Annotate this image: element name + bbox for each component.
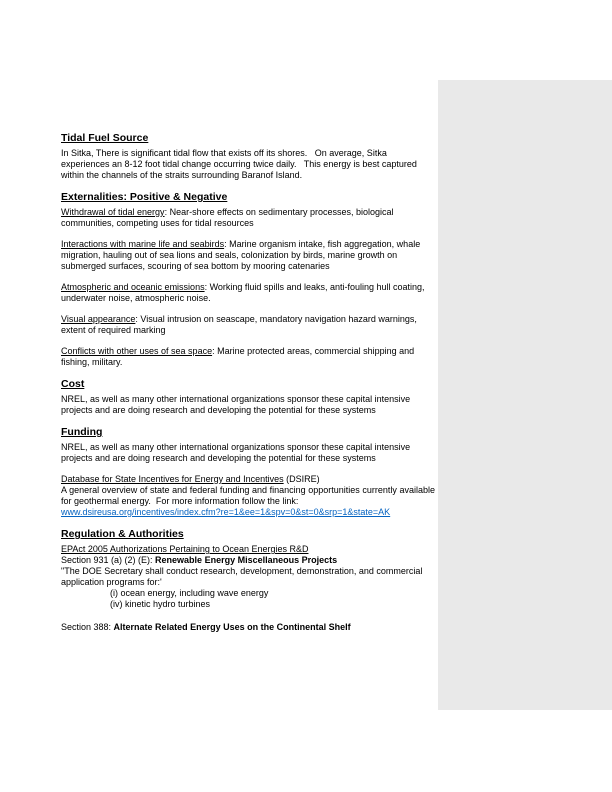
epact-subheading: EPAct 2005 Authorizations Pertaining to Ocean Energies R&D — [61, 544, 309, 554]
externality-label: Conflicts with other uses of sea space — [61, 346, 213, 356]
section-heading-funding: Funding — [61, 426, 103, 438]
tidal-body-paragraph: In Sitka, There is significant tidal flow that exists off its shores. On average, Sitka experiences an 8-12 foot tidal change occurring twice daily. This energy is best captured within the channels of the straits surrounding Baranof Island. — [61, 148, 420, 180]
dsire-link[interactable]: www.dsireusa.org/incentives/index.cfm?re=1&ee=1&spv=0&st=0&srp=1&state=AK — [61, 507, 391, 517]
section-388-title: Alternate Related Energy Uses on the Continental Shelf — [113, 622, 351, 632]
section-heading-regulation: Regulation & Authorities — [61, 528, 184, 540]
gray-placeholder-panel — [438, 80, 612, 710]
document-content — [61, 132, 438, 633]
cost-body-paragraph: NREL, as well as many other international organizations sponsor these capital intensive projects and are doing research and developing the potential for these systems — [61, 394, 413, 415]
externality-label: Withdrawal of tidal energy — [61, 207, 165, 217]
externality-item — [61, 239, 435, 272]
dsire-title-label: Database for State Incentives for Energy and Incentives — [61, 474, 284, 484]
externality-text: : Marine protected areas, commercial shipping and fishing, military. — [61, 346, 417, 367]
dsire-title-suffix: (DSIRE) — [283, 474, 320, 484]
externality-item — [61, 314, 435, 336]
section-388-prefix: Section 388: — [61, 622, 114, 632]
funding-body-paragraph: NREL, as well as many other international organizations sponsor these capital intensive projects and are doing research and developing the potential for these systems — [61, 442, 413, 463]
externality-text: : Near-shore effects on sedimentary processes, biological communities, competing uses for tidal resources — [61, 207, 397, 228]
dsire-overview-paragraph: A general overview of state and federal funding and financing opportunities currently available for geothermal energy. For more information follow the link: — [61, 485, 438, 506]
externality-text: : Visual intrusion on seascape, mandatory navigation hazard warnings, extent of required marking — [61, 314, 420, 335]
externality-label: Atmospheric and oceanic emissions — [61, 282, 205, 292]
section-heading-externalities: Externalities: Positive & Negative — [61, 191, 228, 203]
section-931-title: Renewable Energy Miscellaneous Projects — [155, 555, 338, 565]
section-931-prefix: Section 931 (a) (2) (E): — [61, 555, 156, 565]
externality-item — [61, 207, 435, 229]
externality-label: Interactions with marine life and seabirds — [61, 239, 225, 249]
externality-text: : Working fluid spills and leaks, anti-fouling hull coating, underwater noise, atmospheric noise. — [61, 282, 428, 303]
section-heading-cost: Cost — [61, 378, 85, 390]
section-heading-tidal-fuel-source: Tidal Fuel Source — [61, 132, 149, 144]
section-388-line — [61, 622, 435, 633]
regulation-list-item: (iv) kinetic hydro turbines — [110, 599, 211, 609]
externality-text: : Marine organism intake, fish aggregation, whale migration, hauling out of sea lions and seals, colonization by birds, marine growth on submerged surfaces, scouring of sea bottom by mooring catenaries — [61, 239, 423, 271]
externality-item — [61, 282, 435, 304]
section-931-line — [61, 555, 435, 566]
doe-quote-paragraph: "The DOE Secretary shall conduct research, development, demonstration, and commercial application programs for:' — [61, 566, 425, 587]
dsire-title-line — [61, 474, 435, 485]
externality-item — [61, 346, 435, 368]
regulation-list-item: (i) ocean energy, including wave energy — [110, 588, 269, 598]
externality-label: Visual appearance — [61, 314, 136, 324]
